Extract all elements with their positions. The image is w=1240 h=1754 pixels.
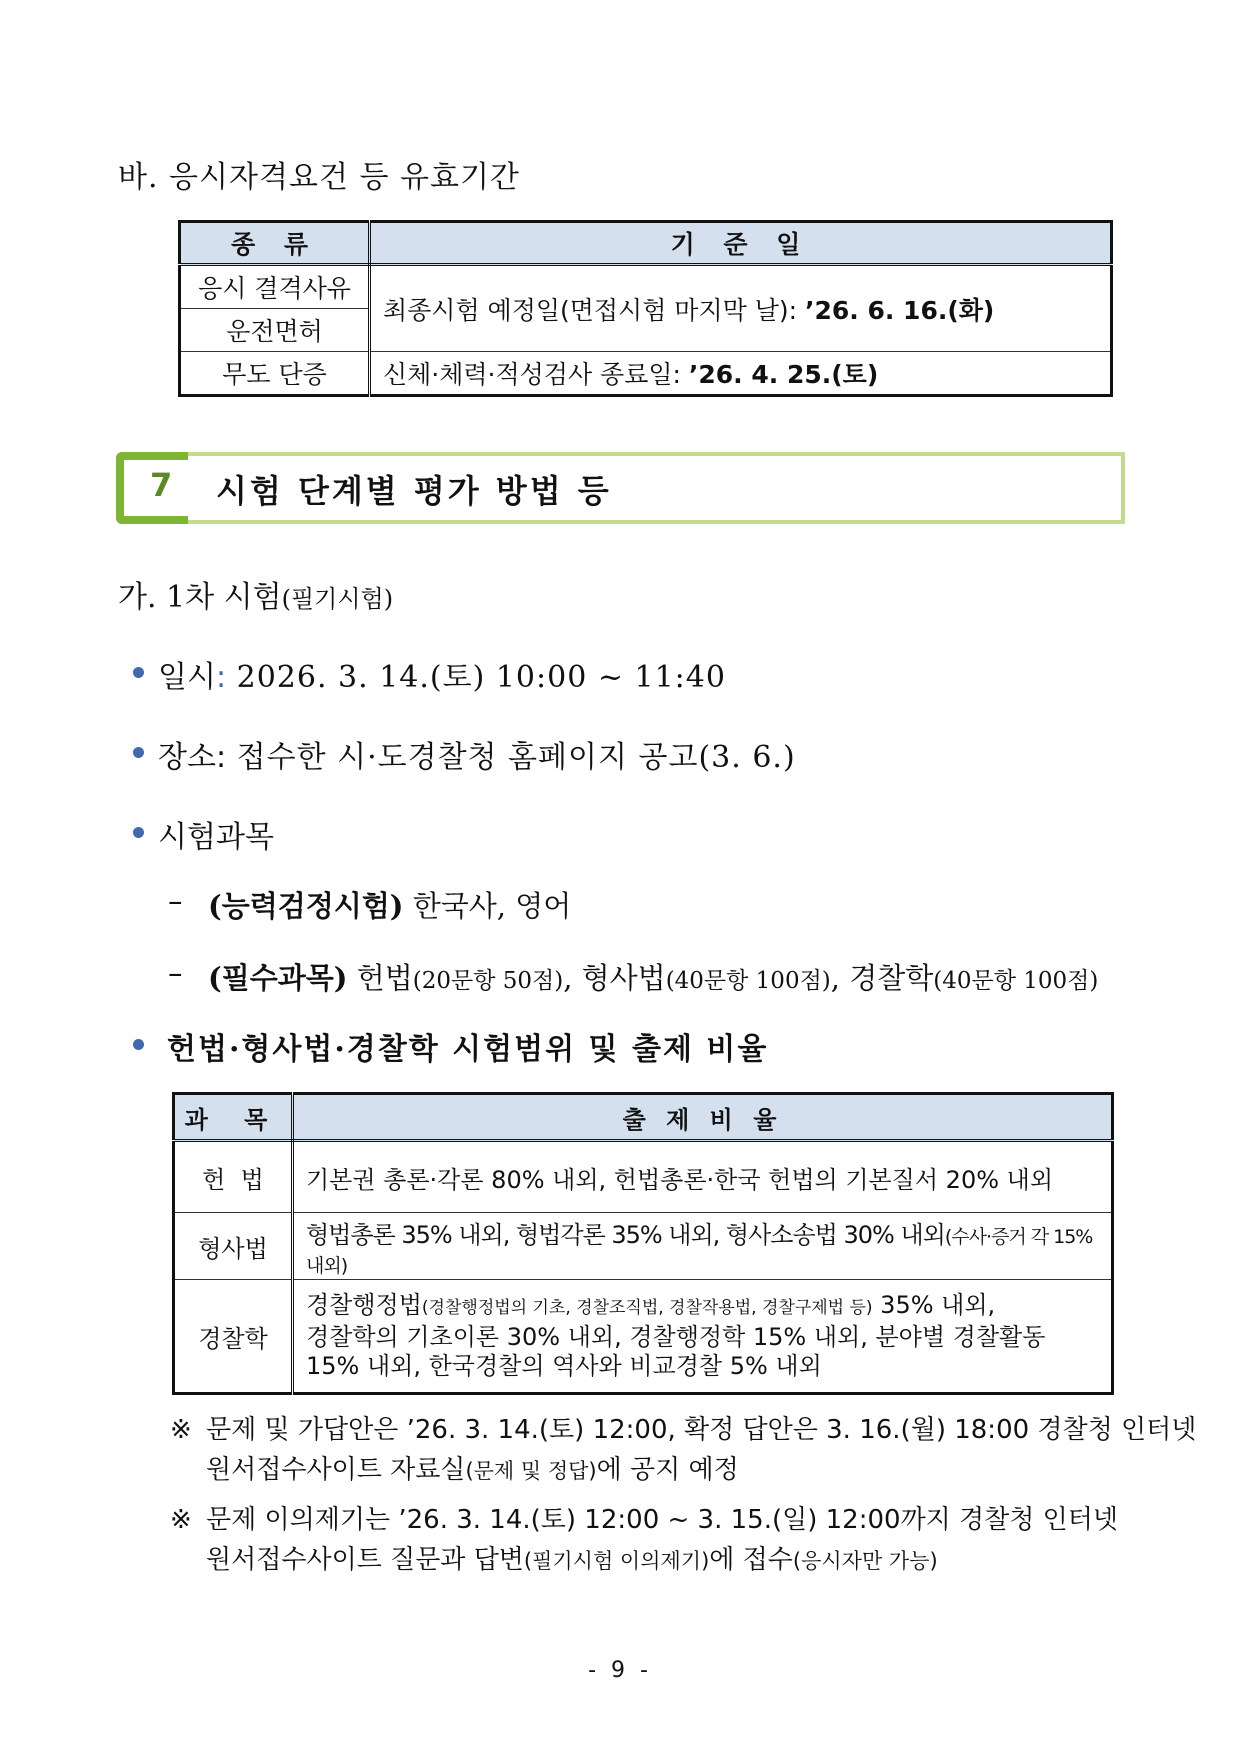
section-ga-small: (필기시험): [281, 585, 394, 613]
ratio-text: 35% 내외,: [872, 1291, 996, 1319]
header-criteria: 기 준 일: [370, 222, 1112, 265]
table-row: [174, 1141, 1113, 1213]
ratio-small: (수사·증거 각 15% 내외): [306, 1225, 1093, 1277]
section-7-banner: [116, 452, 1121, 520]
note-text: 원서접수사이트 자료실: [206, 1455, 466, 1485]
criteria-text: 최종시험 예정일(면접시험 마지막 날):: [383, 295, 805, 325]
ratio-small: (경찰행정법의 기초, 경찰조직법, 경찰작용법, 경찰구제법 등): [421, 1298, 873, 1318]
bullet-text: [158, 652, 726, 696]
place-value: 접수한 시·도경찰청 홈페이지 공고(3. 6.): [226, 740, 796, 775]
req-name: 경찰학: [839, 961, 934, 995]
bullet-dot-icon: [133, 827, 144, 838]
req-detail: (40문항 100점): [933, 968, 1099, 994]
ratio-line: 경찰학의 기초이론 30% 내외, 경찰행정학 15% 내외, 분야별 경찰활동: [306, 1323, 1046, 1351]
ratio-table: [172, 1092, 1114, 1395]
note-small: (응시자만 가능): [792, 1549, 938, 1573]
subjects-label: 시험과목: [158, 820, 274, 855]
criteria-date: ’26. 6. 16.(화): [804, 295, 995, 325]
header-type: 종 류: [180, 222, 370, 265]
dash-mark: –: [168, 956, 183, 990]
ratio-text: 경찰행정법: [306, 1291, 422, 1319]
req-name: 형사법: [572, 961, 666, 995]
type-cell: 응시 결격사유: [180, 265, 370, 309]
validity-table: [178, 220, 1113, 397]
subject-cell: 경찰학: [174, 1280, 293, 1394]
ratio-cell: [293, 1280, 1113, 1394]
section-title: 시험 단계별 평가 방법 등: [216, 472, 612, 510]
note-mark: ※: [170, 1505, 192, 1535]
date-label: 일시: [158, 660, 216, 695]
table-header-row: [174, 1094, 1113, 1141]
table-row: [180, 352, 1112, 396]
note-line: 문제 이의제기는 ’26. 3. 14.(토) 12:00 ~ 3. 15.(일) 12:00까지 경찰청 인터넷: [206, 1505, 1119, 1535]
note-text: 에 공지 예정: [596, 1455, 739, 1485]
note-mark: ※: [170, 1415, 192, 1445]
bullet-dot-icon: [133, 1039, 144, 1050]
cert-value: 한국사, 영어: [403, 889, 572, 923]
criteria-cell: [370, 352, 1112, 396]
criteria-text: 신체·체력·적성검사 종료일:: [383, 360, 689, 389]
section-number: 7: [150, 466, 173, 504]
note-line: [206, 1540, 938, 1581]
criteria-date: ’26. 4. 25.(토): [688, 360, 879, 389]
note-text: 원서접수사이트 질문과 답변: [206, 1545, 524, 1575]
section-ga-text: 가. 1차 시험: [118, 580, 282, 615]
bullet-dot-icon: [133, 667, 144, 678]
range-label: 헌법·형사법·경찰학 시험범위 및 출제 비율: [167, 1032, 769, 1067]
ratio-text: 형법총론 35% 내외, 형법각론 35% 내외, 형사소송법 30% 내외: [306, 1220, 945, 1249]
place-label: 장소:: [158, 740, 227, 775]
table-row: [174, 1213, 1113, 1280]
req-label: (필수과목): [208, 961, 348, 995]
header-ratio: 출 제 비 율: [293, 1094, 1113, 1141]
note-small: (문제 및 정답): [465, 1459, 597, 1483]
header-subject: 과 목: [174, 1094, 293, 1141]
ratio-line: [306, 1291, 1099, 1323]
date-colon: :: [215, 660, 227, 695]
section-ba-title: 바. 응시자격요건 등 유효기간: [118, 160, 520, 195]
note-small: (필기시험 이의제기): [523, 1549, 710, 1573]
criteria-cell: [370, 265, 1112, 352]
bullet-text: [158, 732, 796, 776]
cert-line: [208, 884, 571, 925]
table-header-row: [180, 222, 1112, 265]
section-ga-title: [118, 572, 393, 616]
ratio-cell: [293, 1213, 1113, 1280]
ratio-cell: 기본권 총론·각론 80% 내외, 헌법총론·한국 헌법의 기본질서 20% 내외: [293, 1141, 1113, 1213]
req-sep: ,: [563, 961, 573, 995]
type-cell: 운전면허: [180, 309, 370, 352]
page-number: - 9 -: [588, 1658, 652, 1683]
note-line: 문제 및 가답안은 ’26. 3. 14.(토) 12:00, 확정 답안은 3. 16.(월) 18:00 경찰청 인터넷: [206, 1415, 1197, 1445]
table-row: [174, 1280, 1113, 1394]
type-cell: 무도 단증: [180, 352, 370, 396]
table-row: [180, 265, 1112, 309]
dash-mark: –: [168, 884, 183, 918]
required-line: [208, 956, 1098, 997]
req-sep: ,: [830, 961, 840, 995]
req-name: 헌법: [347, 961, 413, 995]
bullet-dot-icon: [133, 747, 144, 758]
date-value: 2026. 3. 14.(토) 10:00 ~ 11:40: [226, 660, 726, 695]
subject-cell: 형사법: [174, 1213, 293, 1280]
req-detail: (40문항 100점): [665, 968, 831, 994]
note-line: [206, 1450, 739, 1491]
req-detail: (20문항 50점): [412, 968, 564, 994]
ratio-line: 15% 내외, 한국경찰의 역사와 비교경찰 5% 내외: [306, 1352, 822, 1380]
note-text: 에 접수: [709, 1545, 793, 1575]
subject-cell: 헌 법: [174, 1141, 293, 1213]
cert-label: (능력검정시험): [208, 889, 404, 923]
